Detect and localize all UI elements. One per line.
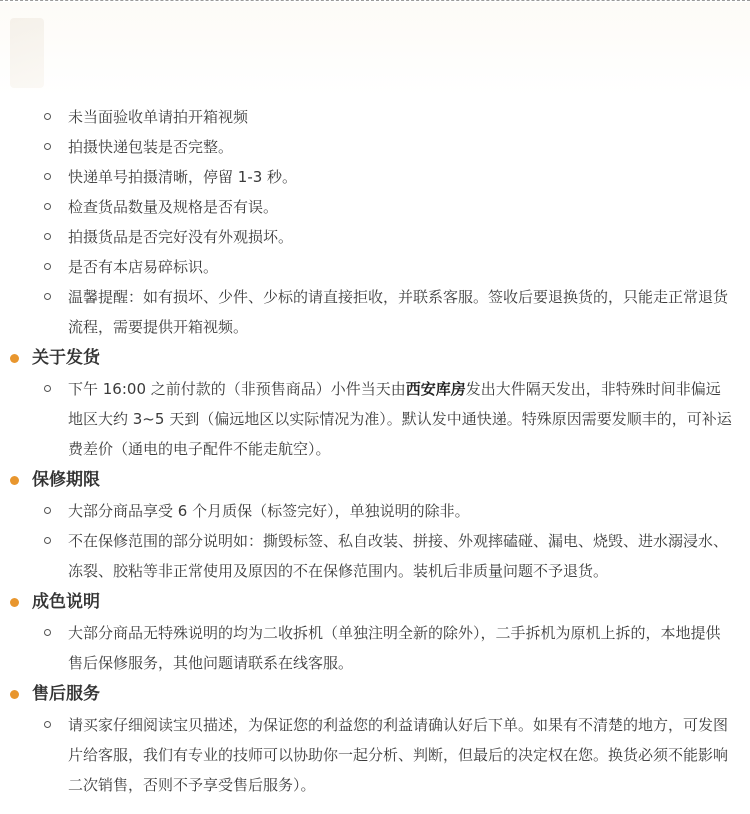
- orange-dot-icon: [10, 690, 19, 699]
- list-item-shipping: 下午 16:00 之前付款的（非预售商品）小件当天由西安库房发出大件隔天发出，非特殊时间非偏远地区大约 3~5 天到（偏远地区以实际情况为准）。默认发中通快递。特殊原因需要发顺丰的，可补运费差价（通电的电子配件不能走航空）。: [0, 374, 750, 464]
- circle-bullet-icon: [44, 113, 51, 120]
- policy-content: [0, 102, 750, 800]
- circle-bullet-icon: [44, 143, 51, 150]
- faded-logo-mark: [10, 18, 44, 88]
- circle-bullet-icon: [44, 293, 51, 300]
- orange-dot-icon: [10, 598, 19, 607]
- list-item: 未当面验收单请拍开箱视频: [0, 102, 750, 132]
- circle-bullet-icon: [44, 385, 51, 392]
- list-item: 是否有本店易碎标识。: [0, 252, 750, 282]
- top-dashed-divider: [0, 0, 750, 1]
- orange-dot-icon: [10, 354, 19, 363]
- section-heading-condition: 成色说明: [0, 586, 750, 618]
- circle-bullet-icon: [44, 203, 51, 210]
- section-heading-shipping: 关于发货: [0, 342, 750, 374]
- header-banner: [0, 2, 750, 96]
- circle-bullet-icon: [44, 263, 51, 270]
- list-item: 请买家仔细阅读宝贝描述，为保证您的利益您的利益请确认好后下单。如果有不清楚的地方，可发图片给客服，我们有专业的技师可以协助你一起分析、判断，但最后的决定权在您。换货必须不能影响二次销售，否则不予享受售后服务）。: [0, 710, 750, 800]
- circle-bullet-icon: [44, 629, 51, 636]
- circle-bullet-icon: [44, 233, 51, 240]
- list-item-reminder: 温馨提醒：如有损坏、少件、少标的请直接拒收，并联系客服。签收后要退换货的，只能走正常退货流程，需要提供开箱视频。: [0, 282, 750, 342]
- list-item: 快递单号拍摄清晰，停留 1-3 秒。: [0, 162, 750, 192]
- list-item: 拍摄快递包装是否完整。: [0, 132, 750, 162]
- section-heading-warranty: 保修期限: [0, 464, 750, 496]
- list-item: 拍摄货品是否完好没有外观损坏。: [0, 222, 750, 252]
- warehouse-highlight: 西安库房: [405, 380, 466, 398]
- circle-bullet-icon: [44, 507, 51, 514]
- list-item: 不在保修范围的部分说明如：撕毁标签、私自改装、拼接、外观摔磕碰、漏电、烧毁、进水溺浸水、冻裂、胶粘等非正常使用及原因的不在保修范围内。装机后非质量问题不予退货。: [0, 526, 750, 586]
- list-item: 大部分商品无特殊说明的均为二收拆机（单独注明全新的除外），二手拆机为原机上拆的，本地提供售后保修服务，其他问题请联系在线客服。: [0, 618, 750, 678]
- circle-bullet-icon: [44, 721, 51, 728]
- circle-bullet-icon: [44, 537, 51, 544]
- orange-dot-icon: [10, 476, 19, 485]
- section-heading-aftersales: 售后服务: [0, 678, 750, 710]
- list-item: 大部分商品享受 6 个月质保（标签完好），单独说明的除非。: [0, 496, 750, 526]
- list-item: 检查货品数量及规格是否有误。: [0, 192, 750, 222]
- circle-bullet-icon: [44, 173, 51, 180]
